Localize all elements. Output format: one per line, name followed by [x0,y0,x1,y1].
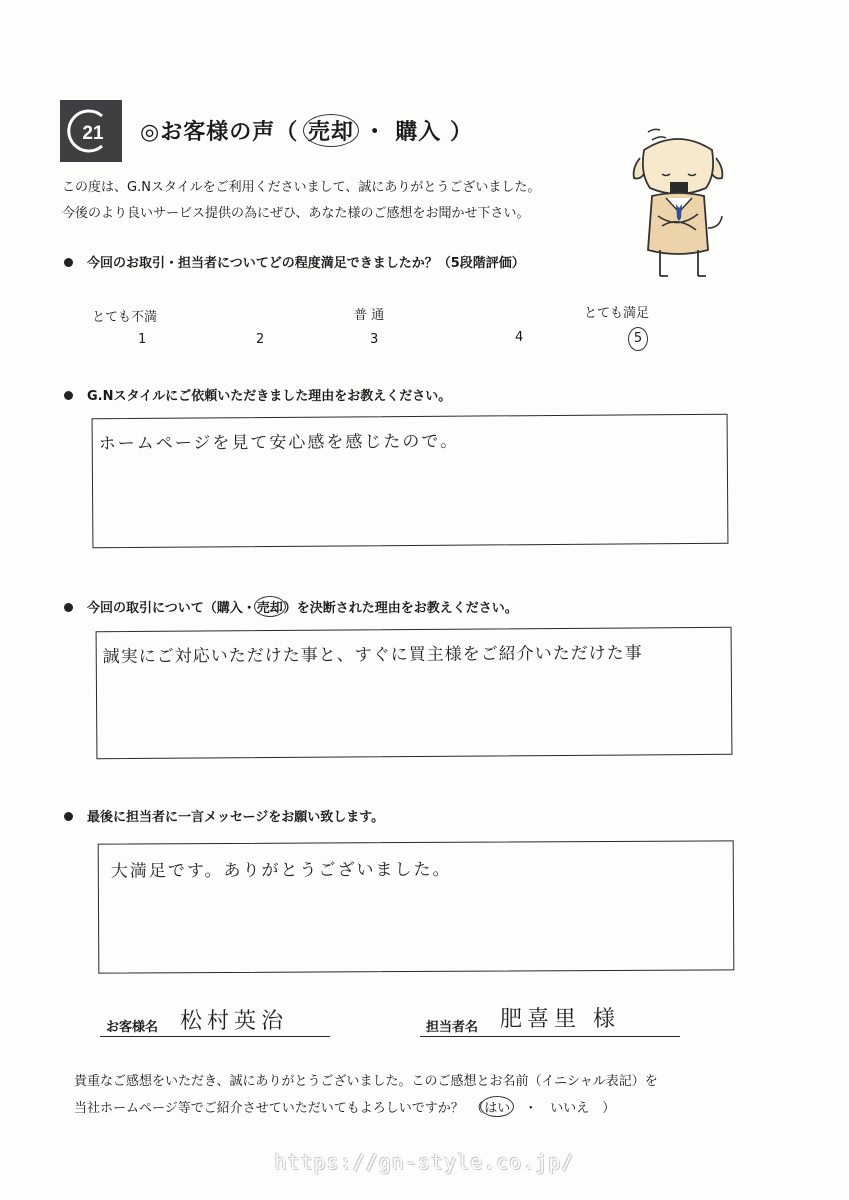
bullet-dot [64,812,73,821]
title-sell-circled: 売却 [303,114,359,147]
scale-low-label: とても不満 [92,310,158,325]
century21-logo [60,100,122,162]
question-satisfaction [64,252,525,271]
question-decision-circled: 売却 [254,596,286,617]
question-reason-request [64,385,451,404]
rating-option-1[interactable]: 1 [138,332,147,347]
staff-name-label: 担当者名 [426,1020,479,1035]
bullet-dot [64,258,73,267]
consent-no[interactable]: ・ いいえ ） [511,1101,616,1116]
bullet-dot [64,391,73,400]
question-reason-request-text: G.Nスタイルにご依頼いただきました理由をお教えください。 [87,389,452,404]
consent-yes-circled[interactable]: はい [480,1096,514,1117]
scale-high-label: とても満足 [584,306,650,321]
answer-box-reason-decision[interactable] [96,627,733,759]
answer-message: 大満足です。ありがとうございました。 [110,859,452,882]
rating-option-5-selected[interactable]: 5 [628,327,648,351]
question-reason-decision [64,596,518,617]
title-suffix: ） [449,120,473,145]
question-message [64,806,384,825]
answer-box-reason-request[interactable] [92,414,729,548]
rating-option-2[interactable]: 2 [256,332,265,347]
intro-line-2: 今後のより良いサービス提供の為にぜひ、あなた様のご感想をお聞かせ下さい。 [62,206,530,221]
staff-name-line [420,1036,680,1037]
title-buy: 購入 [395,120,442,145]
answer-reason-decision: 誠実にご対応いただけた事と、すぐに買主様をご紹介いただけた事 [102,643,643,668]
staff-name: 肥喜里 様 [500,1007,620,1032]
rating-option-4[interactable]: 4 [515,330,524,345]
site-url-watermark: https://gn-style.co.jp/ [274,1150,575,1174]
page-title [140,114,473,147]
intro-line-1: この度は、G.Nスタイルをご利用くださいまして、誠にありがとうございました。 [62,180,541,195]
footer-permission-question: 当社ホームページ等でご紹介させていただいてもよろしいですか？ （ [74,1101,484,1116]
title-separator: ・ [363,120,387,145]
title-prefix: ◎お客様の声（ [140,120,299,145]
dog-mascot-illustration [618,120,738,280]
question-satisfaction-text: 今回のお取引・担当者についてどの程度満足できましたか？（5段階評価） [87,256,525,271]
question-message-text: 最後に担当者に一言メッセージをお願い致します。 [87,810,385,825]
customer-name-label: お客様名 [106,1020,159,1035]
rating-option-3[interactable]: 3 [370,332,379,347]
customer-name-line [100,1036,330,1037]
answer-box-message[interactable] [98,840,735,973]
question-decision-before: 今回の取引について（購入・ [87,601,256,616]
customer-name: 松村英治 [180,1009,289,1034]
footer-line-1: 貴重なご感想をいただき、誠にありがとうございました。このご感想とお名前（イニシャル表記）を [74,1074,658,1089]
answer-reason-request: ホームページを見て安心感を感じたので。 [98,431,460,455]
footer-line-2 [74,1096,615,1117]
question-decision-after: ）を決断された理由をお教えください。 [283,601,518,616]
logo-text: 21 [82,123,104,144]
scale-mid-label: 普 通 [354,308,385,323]
bullet-dot [64,603,73,612]
